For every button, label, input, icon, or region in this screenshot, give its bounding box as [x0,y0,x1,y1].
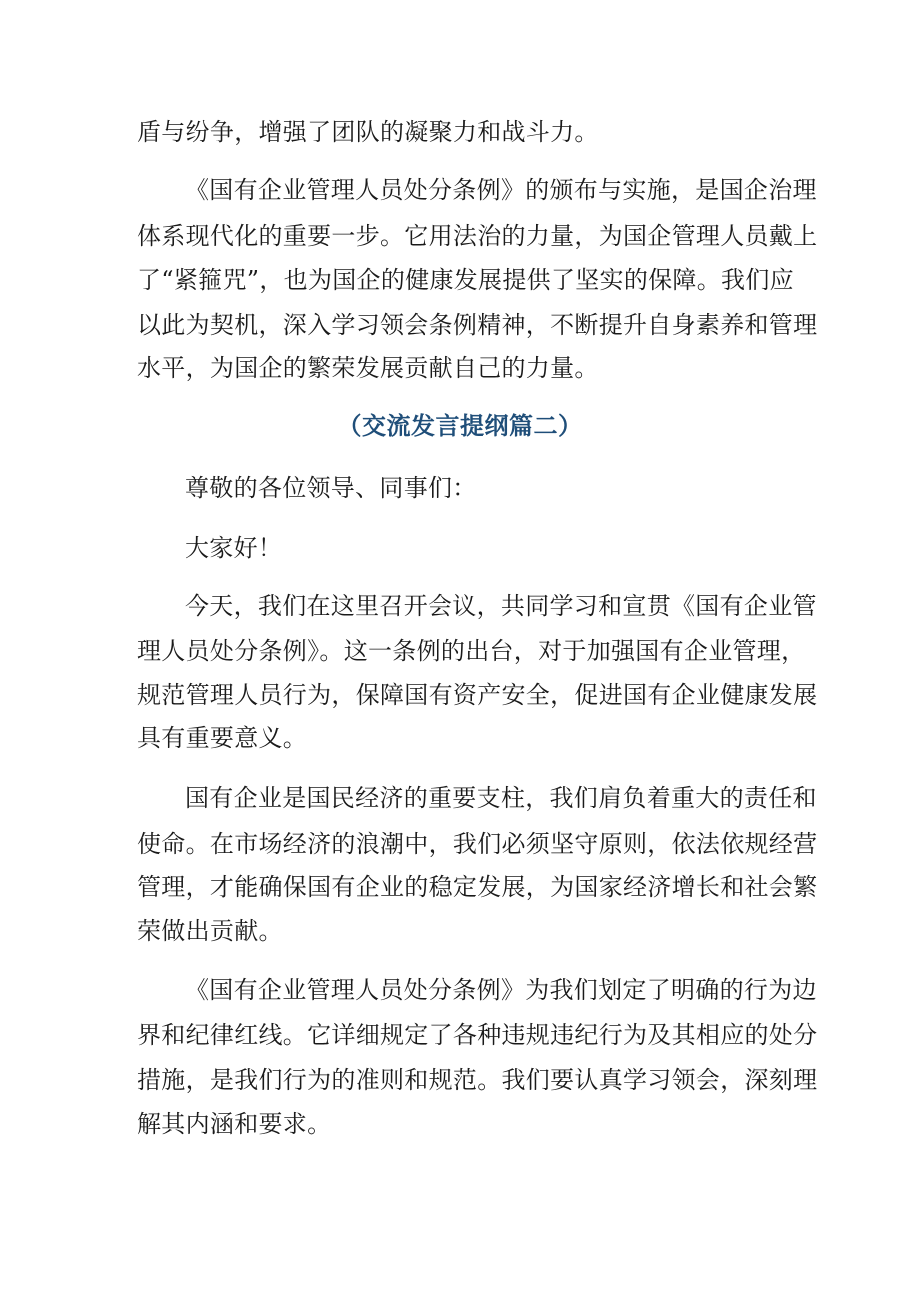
paragraph-line: 规范管理人员行为，保障国有资产安全，促进国有企业健康发展 [137,681,818,709]
paragraph-line: 体系现代化的重要一步。它用法治的力量，为国企管理人员戴上 [137,222,818,250]
paragraph-line: 管理，才能确保国有企业的稳定发展，为国家经济增长和社会繁 [137,873,818,901]
paragraph-line: 《国有企业管理人员处分条例》的颁布与实施，是国企治理 [185,176,817,204]
paragraph-line: 今天，我们在这里召开会议，共同学习和宣贯《国有企业管 [185,592,817,620]
salutation: 尊敬的各位领导、同事们： [185,474,477,502]
paragraph-line: 《国有企业管理人员处分条例》为我们划定了明确的行为边 [185,976,817,1004]
paragraph-line: 具有重要意义。 [137,724,308,752]
paragraph-line: 荣做出贡献。 [137,917,283,945]
section-heading: （交流发言提纲篇二） [337,411,583,440]
greeting: 大家好！ [185,534,283,562]
paragraph-line: 使命。在市场经济的浪潮中，我们必须坚守原则，依法依规经营 [137,830,818,858]
paragraph-line: 理人员处分条例》。这一条例的出台，对于加强国有企业管理， [137,637,806,665]
paragraph-line: 了“紧箍咒”，也为国企的健康发展提供了坚实的保障。我们应 [137,266,794,294]
paragraph-line: 以此为契机，深入学习领会条例精神，不断提升自身素养和管理 [137,311,818,339]
paragraph-line: 界和纪律红线。它详细规定了各种违规违纪行为及其相应的处分 [137,1021,818,1049]
paragraph-line: 国有企业是国民经济的重要支柱，我们肩负着重大的责任和 [185,784,817,812]
paragraph-line: 解其内涵和要求。 [137,1110,332,1138]
paragraph-line: 措施，是我们行为的准则和规范。我们要认真学习领会，深刻理 [137,1066,818,1094]
paragraph-line: 盾与纷争，增强了团队的凝聚力和战斗力。 [137,118,599,146]
paragraph-line: 水平，为国企的繁荣发展贡献自己的力量。 [137,354,599,382]
